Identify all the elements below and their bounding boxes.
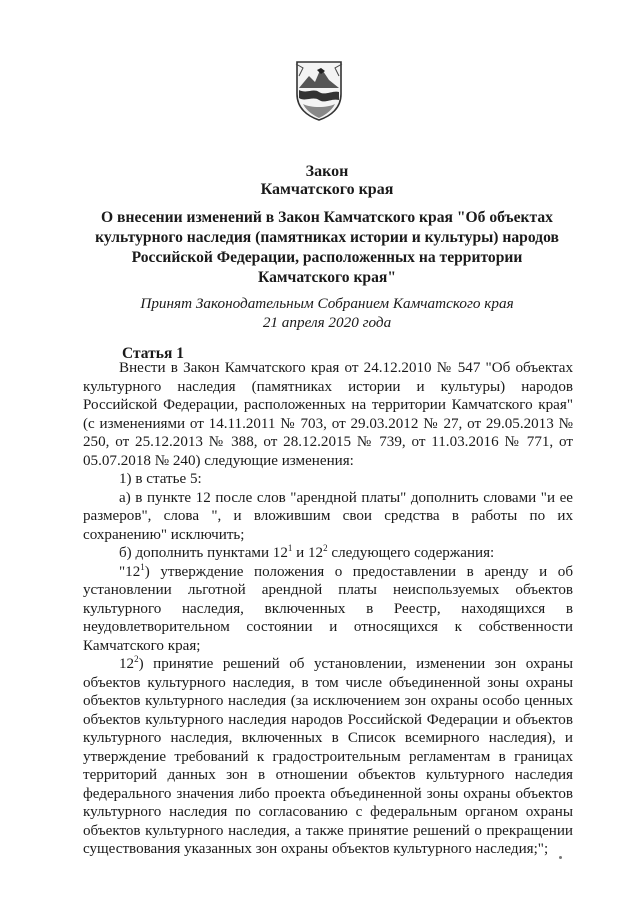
text-run: б) дополнить пунктами 12 — [119, 545, 288, 561]
paragraph — [83, 563, 573, 656]
article-heading: Статья 1 — [122, 345, 184, 362]
law-title-line: Российской Федерации, расположенных на территории — [131, 249, 523, 266]
document-title: Закон — [305, 163, 349, 180]
adoption-date: 21 апреля 2020 года — [262, 314, 392, 331]
paragraph: 1) в статье 5: — [119, 471, 202, 487]
coat-of-arms-icon — [293, 58, 345, 122]
article-body — [83, 359, 573, 859]
text-run: и 12 — [292, 545, 324, 561]
text-run: ) принятие решений об установлении, изменении зон охраны объектов культурного наследия, в том числе объединенной зоны охраны объектов культурного наследия (за исключением зон охраны особо ценных объектов культурного наследия народов Российской Федерации и объектов культурного наследия, включенных в Список всемирного наследия), и утверждение требований к градостроительным регламентам в границах территорий данных зон в отношении объектов культурного наследия федерального значения либо проекта объединенной зоны охраны объектов культурного наследия по согласованию с федеральным органом охраны объектов культурного наследия, а также принятие решений о прекращении существования указанных зон охраны объектов культурного наследия;"; — [83, 656, 573, 857]
superscript: 2 — [134, 653, 139, 664]
superscript: 1 — [140, 561, 145, 572]
document-subtitle: Камчатского края — [260, 181, 394, 198]
text-run: ) утверждение положения о предоставлении в аренду и об установлении льготной арендной платы неиспользуемых объектов культурного наследия, включенных в Реестр, находящихся в неудовлетворительном состоянии и относящихся к собственности Камчатского края; — [83, 563, 573, 654]
paragraph — [83, 544, 573, 563]
superscript: 1 — [287, 542, 293, 553]
text-run: "12 — [119, 563, 141, 580]
scan-speck — [559, 856, 562, 859]
superscript: 2 — [323, 542, 328, 553]
law-title-line: Камчатского края" — [258, 269, 396, 286]
law-title-line: культурного наследия (памятниках истории и культуры) народов — [95, 229, 559, 246]
text-run: 12 — [119, 656, 135, 672]
text-run: следующего содержания: — [327, 545, 495, 561]
law-title — [60, 208, 594, 288]
adoption-note — [60, 294, 594, 332]
paragraph: Внести в Закон Камчатского края от 24.12.2010 № 547 "Об объектах культурного наследия (памятниках истории и культуры) народов Российской Федерации, расположенных на территории Камчатского края" (с изменениями от 14.11.2011 № 703, от 29.03.2012 № 27, от 29.05.2013 № 250, от 25.12.2013 № 388, от 28.12.2015 № 739, от 11.03.2016 № 771, от 05.07.2018 № 240) следующие изменения: — [83, 360, 573, 469]
law-title-line: О внесении изменений в Закон Камчатского края "Об объектах — [101, 209, 553, 226]
paragraph — [83, 655, 573, 859]
paragraph: а) в пункте 12 после слов "арендной платы" дополнить словами "и ее размеров", слова ", и вложившим свои средства в работы по их сохранению" исключить; — [83, 489, 573, 543]
adoption-body: Принят Законодательным Собранием Камчатского края — [140, 295, 514, 312]
